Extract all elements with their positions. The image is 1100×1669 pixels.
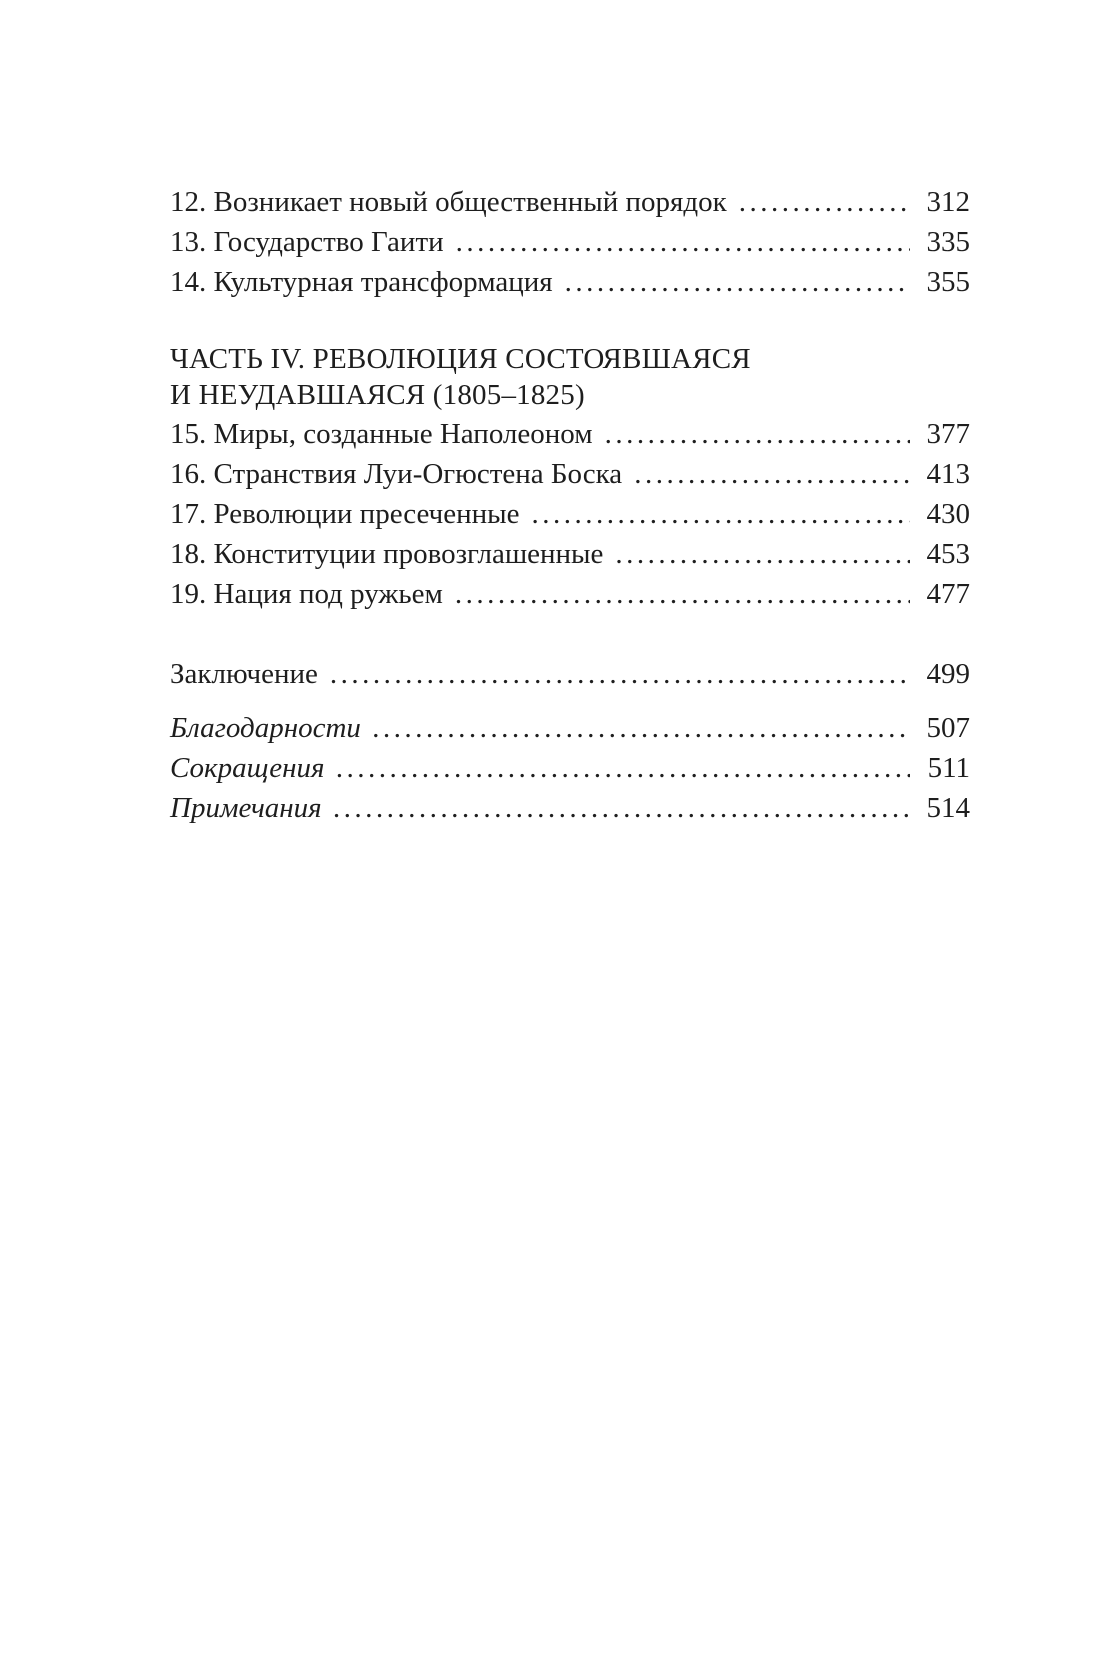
toc-entry-page: 477 [926,578,970,610]
toc-entry [170,454,970,494]
dot-leader [739,182,910,222]
dot-leader [456,222,910,262]
toc-entry [170,574,970,614]
toc-entry-title: Примечания [170,792,322,824]
toc-entry-title: 14. Культурная трансформация [170,266,553,298]
toc-conclusion-entry [170,654,970,694]
toc-entry [170,748,970,788]
toc-entry-title: 19. Нация под ружьем [170,578,443,610]
dot-leader [605,414,910,454]
dot-leader [330,654,910,694]
toc-entry [170,182,970,222]
toc-part3-entries [170,182,970,302]
toc-entry [170,788,970,828]
dot-leader [455,574,910,614]
toc-entry-title: 12. Возникает новый общественный порядок [170,186,727,218]
part-heading-line1: ЧАСТЬ IV. РЕВОЛЮЦИЯ СОСТОЯВШАЯСЯ [170,343,751,375]
toc-entry-page: 430 [926,498,970,530]
toc-entry-page: 413 [926,458,970,490]
toc-entry-title: 13. Государство Гаити [170,226,444,258]
toc-entry [170,654,970,694]
toc-entry-title: Сокращения [170,752,325,784]
toc-part4-entries [170,414,970,614]
toc-entry-title: 15. Миры, созданные Наполеоном [170,418,593,450]
toc-entry [170,534,970,574]
dot-leader [565,262,910,302]
toc-entry-title: Заключение [170,658,318,690]
toc-entry-page: 499 [926,658,970,690]
toc-entry-title: 17. Революции пресеченные [170,498,520,530]
toc-entry-page: 377 [926,418,970,450]
dot-leader [373,708,910,748]
toc-entry-title: 18. Конституции провозглашенные [170,538,604,570]
toc-entry-page: 335 [926,226,970,258]
toc-entry-page: 312 [926,186,970,218]
dot-leader [334,788,910,828]
table-of-contents [170,0,970,828]
dot-leader [336,748,910,788]
dot-leader [634,454,910,494]
toc-entry [170,708,970,748]
toc-entry-page: 453 [926,538,970,570]
dot-leader [532,494,910,534]
toc-entry [170,222,970,262]
toc-entry-page: 507 [926,712,970,744]
toc-entry-page: 355 [926,266,970,298]
part-heading [170,341,970,413]
toc-entry [170,414,970,454]
toc-backmatter-entries [170,708,970,828]
toc-entry-title: Благодарности [170,712,361,744]
toc-entry [170,262,970,302]
part-heading-line2: И НЕУДАВШАЯСЯ (1805–1825) [170,379,585,411]
toc-entry-page: 511 [927,752,970,784]
toc-entry [170,494,970,534]
toc-entry-title: 16. Странствия Луи-Огюстена Боска [170,458,623,490]
toc-entry-page: 514 [926,792,970,824]
dot-leader [615,534,910,574]
